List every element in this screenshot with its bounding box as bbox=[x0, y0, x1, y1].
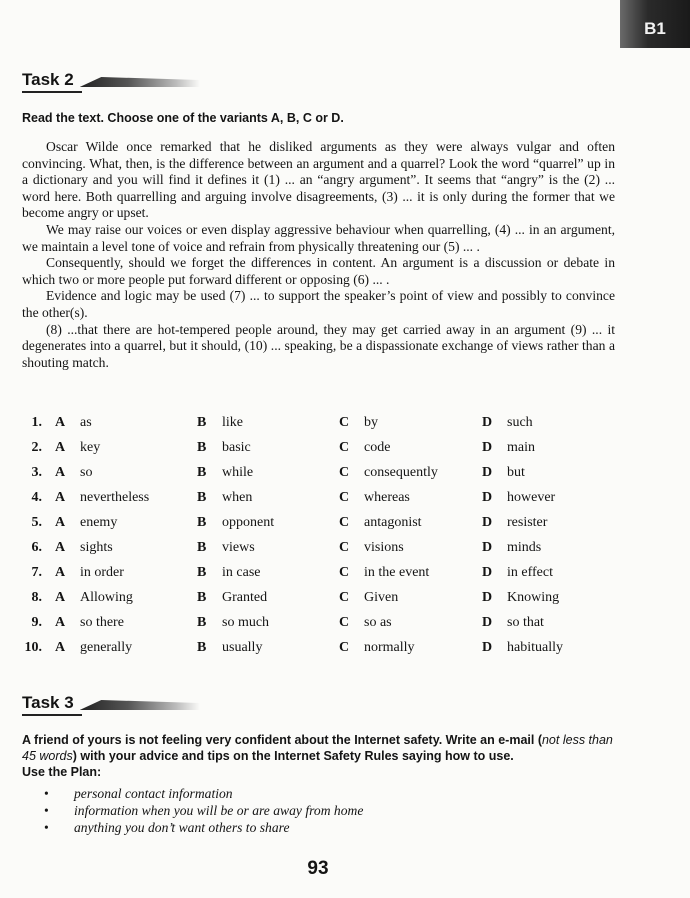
question-number: 5. bbox=[31, 515, 42, 530]
option-a: so bbox=[80, 465, 93, 480]
instruction-italic: not less than 45 words bbox=[22, 733, 613, 763]
question-number: 4. bbox=[31, 490, 42, 505]
option-c: consequently bbox=[364, 465, 438, 480]
task-2-title: Task 2 bbox=[22, 70, 74, 89]
option-c: antagonist bbox=[364, 515, 422, 530]
option-c: normally bbox=[364, 640, 415, 655]
option-row bbox=[22, 586, 622, 611]
option-b: basic bbox=[222, 440, 251, 455]
option-d: so that bbox=[507, 615, 544, 630]
option-b: Granted bbox=[222, 590, 268, 605]
question-number: 3. bbox=[31, 465, 42, 480]
option-d: in effect bbox=[507, 565, 553, 580]
option-row bbox=[22, 436, 622, 461]
option-b: while bbox=[222, 465, 254, 480]
passage-paragraph: Consequently, should we forget the differences in content. An argument is a discussion or debate in which two or more people put forward different or opposing (6) ... . bbox=[22, 255, 615, 287]
passage-paragraph: Evidence and logic may be used (7) ... to support the speaker’s point of view and possibly to convince the other(s). bbox=[22, 288, 615, 320]
question-number: 2. bbox=[31, 440, 42, 455]
task-3-heading bbox=[22, 693, 200, 713]
option-letter-b: B bbox=[197, 640, 207, 655]
option-letter-d: D bbox=[482, 565, 493, 580]
reading-passage bbox=[22, 139, 615, 371]
option-d: Knowing bbox=[507, 590, 560, 605]
option-letter-b: B bbox=[197, 465, 207, 480]
option-d: resister bbox=[507, 515, 548, 530]
option-b: when bbox=[222, 490, 253, 505]
option-row bbox=[22, 561, 622, 586]
option-b: usually bbox=[222, 640, 263, 655]
option-row bbox=[22, 636, 622, 661]
question-number: 7. bbox=[31, 565, 42, 580]
option-c: whereas bbox=[364, 490, 410, 505]
option-c: in the event bbox=[364, 565, 430, 580]
option-letter-b: B bbox=[197, 590, 207, 605]
option-letter-d: D bbox=[482, 590, 493, 605]
option-a: generally bbox=[80, 640, 133, 655]
task-3-title: Task 3 bbox=[22, 693, 74, 712]
option-a: nevertheless bbox=[80, 490, 150, 505]
option-letter-a: A bbox=[55, 590, 66, 605]
option-a: Allowing bbox=[80, 590, 133, 605]
option-d: however bbox=[507, 490, 556, 505]
option-letter-d: D bbox=[482, 440, 493, 455]
option-c: Given bbox=[364, 590, 399, 605]
heading-decoration bbox=[80, 77, 200, 87]
task-3-instruction bbox=[22, 732, 622, 780]
option-letter-b: B bbox=[197, 515, 207, 530]
option-b: views bbox=[222, 540, 255, 555]
question-number: 9. bbox=[31, 615, 42, 630]
option-letter-c: C bbox=[339, 565, 350, 580]
option-b: in case bbox=[222, 565, 261, 580]
option-letter-c: C bbox=[339, 465, 350, 480]
option-row bbox=[22, 536, 622, 561]
option-letter-a: A bbox=[55, 565, 66, 580]
option-a: in order bbox=[80, 565, 124, 580]
level-tab: B1 bbox=[620, 0, 690, 48]
task-2-heading bbox=[22, 70, 200, 90]
option-letter-b: B bbox=[197, 565, 207, 580]
option-letter-d: D bbox=[482, 515, 493, 530]
option-letter-c: C bbox=[339, 440, 350, 455]
plan-item: • personal contact information bbox=[44, 785, 363, 802]
option-b: like bbox=[222, 415, 243, 430]
option-letter-c: C bbox=[339, 615, 350, 630]
option-c: so as bbox=[364, 615, 392, 630]
answer-options-table bbox=[22, 411, 622, 661]
option-row bbox=[22, 461, 622, 486]
option-row bbox=[22, 611, 622, 636]
instruction-plan-label: Use the Plan: bbox=[22, 765, 102, 779]
option-a: enemy bbox=[80, 515, 118, 530]
option-d: but bbox=[507, 465, 525, 480]
plan-item: • information when you will be or are away from home bbox=[44, 802, 363, 819]
option-letter-d: D bbox=[482, 640, 493, 655]
option-letter-d: D bbox=[482, 465, 493, 480]
question-number: 6. bbox=[31, 540, 42, 555]
option-c: by bbox=[364, 415, 378, 430]
task-2-instruction: Read the text. Choose one of the variants A, B, C or D. bbox=[22, 111, 344, 125]
option-a: as bbox=[80, 415, 92, 430]
plan-list bbox=[44, 785, 363, 836]
option-d: habitually bbox=[507, 640, 563, 655]
heading-decoration bbox=[80, 700, 200, 710]
option-letter-c: C bbox=[339, 640, 350, 655]
option-a: key bbox=[80, 440, 101, 455]
option-letter-d: D bbox=[482, 540, 493, 555]
page-number: 93 bbox=[307, 858, 329, 879]
option-row bbox=[22, 411, 622, 436]
passage-paragraph: (8) ...that there are hot-tempered people around, they may get carried away in an argument (9) ... it degenerates into a quarrel, but it should, (10) ... speaking, be a dispassionate exchange of views rather than a shouting match. bbox=[22, 321, 615, 370]
option-a: sights bbox=[80, 540, 113, 555]
option-row bbox=[22, 511, 622, 536]
option-letter-a: A bbox=[55, 415, 66, 430]
option-letter-a: A bbox=[55, 440, 66, 455]
heading-underline bbox=[22, 91, 82, 93]
option-letter-b: B bbox=[197, 415, 207, 430]
option-letter-b: B bbox=[197, 440, 207, 455]
option-letter-a: A bbox=[55, 640, 66, 655]
option-letter-d: D bbox=[482, 415, 493, 430]
option-letter-d: D bbox=[482, 490, 493, 505]
instruction-text: A friend of yours is not feeling very confident about the Internet safety. Write an e-mail ( bbox=[22, 733, 542, 747]
option-letter-b: B bbox=[197, 540, 207, 555]
question-number: 8. bbox=[31, 590, 42, 605]
option-d: main bbox=[507, 440, 535, 455]
option-letter-c: C bbox=[339, 415, 350, 430]
option-a: so there bbox=[80, 615, 124, 630]
option-letter-a: A bbox=[55, 540, 66, 555]
option-b: so much bbox=[222, 615, 270, 630]
option-letter-c: C bbox=[339, 515, 350, 530]
passage-paragraph: We may raise our voices or even display aggressive behaviour when quarrelling, (4) ... in an argument, we maintain a level tone of voice and refrain from physically threatening our (5) ... . bbox=[22, 221, 615, 254]
option-letter-c: C bbox=[339, 490, 350, 505]
option-d: minds bbox=[507, 540, 542, 555]
heading-underline bbox=[22, 714, 82, 716]
option-letter-d: D bbox=[482, 615, 493, 630]
option-letter-a: A bbox=[55, 465, 66, 480]
question-number: 10. bbox=[24, 640, 42, 655]
option-letter-a: A bbox=[55, 490, 66, 505]
option-letter-a: A bbox=[55, 615, 66, 630]
option-letter-c: C bbox=[339, 540, 350, 555]
option-letter-b: B bbox=[197, 615, 207, 630]
option-c: visions bbox=[364, 540, 404, 555]
option-letter-b: B bbox=[197, 490, 207, 505]
option-letter-a: A bbox=[55, 515, 66, 530]
instruction-text: ) with your advice and tips on the Internet Safety Rules saying how to use. bbox=[72, 749, 514, 763]
passage-paragraph: Oscar Wilde once remarked that he disliked arguments as they were always vulgar and often convincing. What, then, is the difference between an argument and a quarrel? Look the word “quarrel” up in a dictionary and you will find it defines it (1) ... an “angry argument”. It seems that “angry” is the (2) ... word here. Both quarrelling and arguing involve disagreements, (3) ... it is only during the former that we become angry or upset. bbox=[22, 139, 615, 221]
plan-item: • anything you don’t want others to share bbox=[44, 819, 363, 836]
option-d: such bbox=[507, 415, 533, 430]
question-number: 1. bbox=[31, 415, 42, 430]
option-b: opponent bbox=[222, 515, 275, 530]
option-c: code bbox=[364, 440, 391, 455]
option-row bbox=[22, 486, 622, 511]
option-letter-c: C bbox=[339, 590, 350, 605]
